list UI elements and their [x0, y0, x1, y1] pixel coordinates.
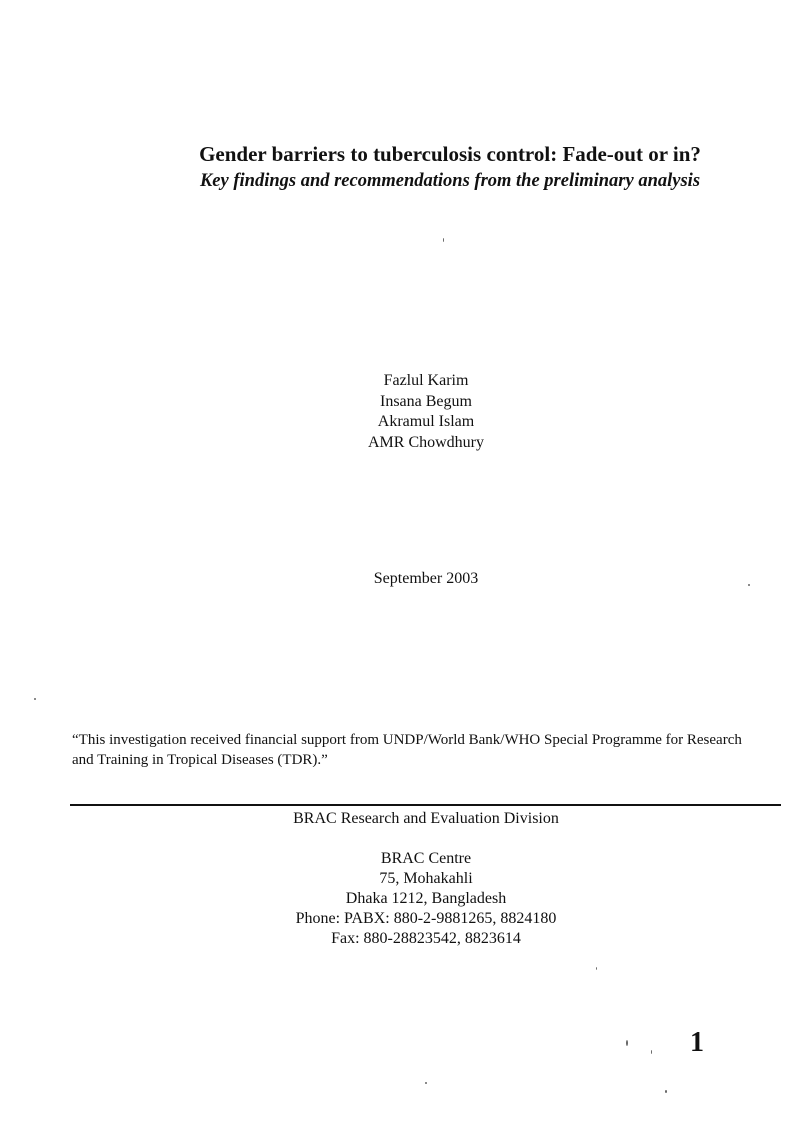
address-line: BRAC Centre	[380, 850, 472, 867]
author-list	[226, 371, 626, 453]
page-number: 1	[690, 1027, 704, 1058]
author-name: Akramul Islam	[377, 413, 475, 430]
address-line: Dhaka 1212, Bangladesh	[345, 890, 507, 907]
scan-speck	[34, 698, 36, 700]
scan-speck	[665, 1090, 667, 1093]
horizontal-divider	[70, 804, 781, 806]
author-name: Insana Begum	[380, 392, 472, 410]
address-block	[126, 849, 726, 949]
address-line: Fax: 880-28823542, 8823614	[331, 930, 521, 947]
scan-speck	[443, 238, 444, 242]
author-name: AMR Chowdhury	[367, 433, 484, 451]
scan-speck	[626, 1040, 628, 1046]
scan-speck	[425, 1082, 427, 1084]
publication-date: September 2003	[373, 570, 479, 587]
scan-speck	[651, 1050, 652, 1054]
address-line: 75, Mohakahli	[379, 870, 473, 887]
scan-speck	[748, 584, 750, 586]
document-subtitle: Key findings and recommendations from the preliminary analysis	[199, 171, 701, 191]
division-name: BRAC Research and Evaluation Division	[293, 810, 559, 827]
address-line: Phone: PABX: 880-2-9881265, 8824180	[295, 910, 557, 927]
author-name: Fazlul Karim	[383, 372, 469, 389]
scan-speck	[596, 967, 597, 970]
document-title: Gender barriers to tuberculosis control: Fade-out or in?	[199, 142, 701, 166]
funding-note: “This investigation received financial support from UNDP/World Bank/WHO Special Programme for Research and Training in Tropical Diseases (TDR).”	[72, 732, 742, 768]
